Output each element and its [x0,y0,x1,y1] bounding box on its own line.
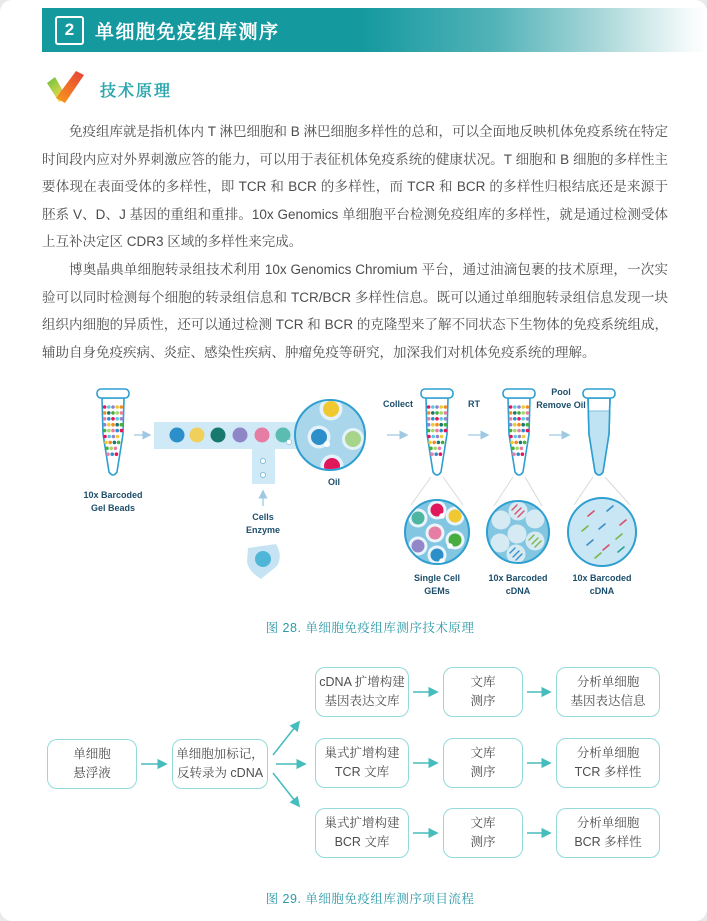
pool-label-line2: Remove Oil [536,400,586,411]
brand-logo-icon [44,71,86,108]
body-text [42,118,668,366]
flow-box-text: 巢式扩增构建 [324,745,400,760]
collect-label: Collect [382,399,414,410]
flow-box-text: BCR 多样性 [574,835,642,850]
figure-29-caption: 图 29. 单细胞免疫组库测序项目流程 [265,892,475,907]
gel-beads-label-line2: Gel Beads [90,503,136,514]
barcoded-cdna-droplets-circle [487,501,549,596]
flow-box-text: 悬浮液 [73,766,111,781]
flow-box-analyze-bcr [556,808,660,858]
section-heading-row [44,72,707,106]
flow-box-text: 文库 [470,674,496,689]
cdna-b-label-line2: cDNA [589,586,615,597]
section-heading: 技术原理 [100,82,173,100]
gems-label-line2: GEMs [424,586,450,597]
rt-label: RT [468,399,480,410]
paragraph-2: 博奥晶典单细胞转录组技术利用 10x Genomics Chromium 平台，通过油滴包裹的技术原理，一次实验可以同时检测每个细胞的转录组信息和 TCR/BCR 多样性信息。既可以通过单细胞转录组信息发现一块组织内细胞的异质性，还可以通过检测 TCR 和 BCR 的克隆型来了解不同状态下生物体的免疫系统组成，辅助自身免疫疾病、炎症、感染性疾病、肿瘤免疫等研究，加深我们对机体免疫系统的理解。 [42,261,668,360]
flow-arrow-b-c1 [273,722,299,755]
chapter-number-badge: 2 [55,16,84,45]
flow-box-text: 单细胞 [73,746,111,761]
gel-beads-tube [83,389,142,513]
flow-box-text: 测序 [470,694,496,709]
pooled-cdna-circle [568,498,636,596]
flow-box-text: 文库 [470,745,496,760]
gems-label-line1: Single Cell [413,573,461,584]
flow-box-sequencing-3 [443,808,523,858]
flow-arrow-b-c3 [273,773,299,806]
chapter-title: 单细胞免疫组库测序 [95,21,280,43]
flow-box-analyze-tcr [556,738,660,788]
flow-box-text: 基因表达信息 [570,694,646,709]
flow-box-text: 分析单细胞 [576,674,640,689]
flow-box-analyze-gex [556,667,660,717]
flow-box-text: 测序 [470,765,496,780]
enzyme-label: Enzyme [245,525,281,536]
oil-droplet [295,398,365,488]
figure-29-flowchart [0,652,707,877]
figure-28-caption: 图 28. 单细胞免疫组库测序技术原理 [265,621,475,636]
flow-box-text: 巢式扩增构建 [324,815,400,830]
oil-label: Oil [327,477,341,488]
flow-box-bcr-library [315,808,409,858]
flow-box-barcode-rt [172,739,268,789]
gel-beads-label-line1: 10x Barcoded [83,490,143,501]
flow-box-text: 反转录为 cDNA [176,766,264,781]
flow-box-sequencing-2 [443,738,523,788]
flow-box-tcr-library [315,738,409,788]
flow-box-text: 分析单细胞 [576,815,640,830]
cells-label: Cells [252,512,274,523]
flow-box-text: 单细胞加标记， [176,746,264,761]
flow-box-text: TCR 文库 [334,765,390,780]
flow-box-text: 分析单细胞 [576,745,640,760]
cells-enzyme-inlet [246,491,280,579]
cdna-tube [503,389,535,475]
figure-28-diagram [50,382,670,614]
flow-box-text: BCR 文库 [334,835,390,850]
cdna-a-label-line2: cDNA [505,586,531,597]
flow-box-text: 基因表达文库 [324,694,400,709]
single-cell-gems-circle [405,500,469,596]
gems-tube [421,389,453,475]
cdna-a-label-line1: 10x Barcoded [488,573,548,584]
flow-box-text: 测序 [470,835,496,850]
cell-illustration [247,544,280,579]
pool-label-line1: Pool [551,387,571,398]
flow-box-gex-library [315,667,409,717]
microfluidic-channel [154,422,314,484]
flow-box-text: cDNA 扩增构建 [319,674,405,689]
flow-box-sequencing-1 [443,667,523,717]
paragraph-1: 免疫组库就是指机体内 T 淋巴细胞和 B 淋巴细胞多样性的总和，可以全面地反映机体免疫系统在特定时间段内应对外界刺激应答的能力，可以用于表征机体免疫系统的健康状况。T 细胞和 B 细胞的多样性主要体现在表面受体的多样性，即 TCR 和 BCR 的多样性，而 TCR 和 BCR 的多样性归根结底还是来源于胚系 V、D、J 基因的重组和重排。10x Genomics 单细胞平台检测免疫组库的多样性，就是通过检测受体上互补决定区 CDR3 区域的多样性来完成。 [42,124,669,250]
flow-box-text: TCR 多样性 [574,765,642,780]
flow-box-text: 文库 [470,815,496,830]
chapter-header-banner [42,8,707,52]
flow-box-cell-suspension [47,739,137,789]
pooled-cdna-tube [583,389,615,481]
cdna-b-label-line1: 10x Barcoded [572,573,632,584]
